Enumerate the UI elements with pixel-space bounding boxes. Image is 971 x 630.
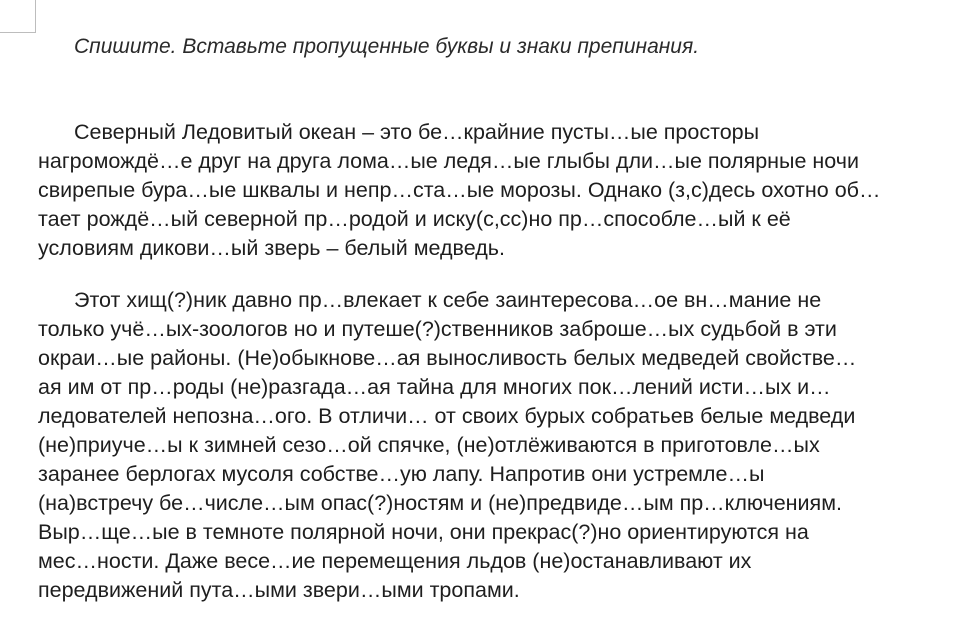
exercise-instruction: Спишите. Вставьте пропущенные буквы и знаки препинания. bbox=[74, 35, 700, 58]
paragraph-1-line: Северный Ледовитый океан – это бе…крайние пусты…ые просторы bbox=[74, 120, 760, 144]
paragraph-1-line: свирепые бура…ые шквалы и непр…ста…ые морозы. Однако (з,с)десь охотно об… bbox=[38, 178, 881, 202]
page-corner-mark bbox=[0, 0, 36, 33]
paragraph-2-line: передвижений пута…ыми звери…ыми тропами. bbox=[38, 578, 520, 602]
paragraph-2-line: мес…ности. Даже весе…ие перемещения льдов (не)останавливают их bbox=[38, 549, 752, 573]
paragraph-2-line: (не)приуче…ы к зимней сезо…ой спячке, (не)отлёживаются в приготовле…ых bbox=[38, 433, 820, 457]
paragraph-2-line: ая им от пр…роды (не)разгада…ая тайна для многих пок…лений исти…ых и… bbox=[38, 375, 831, 399]
paragraph-2-line: окраи…ые районы. (Не)обыкнове…ая выносливость белых медведей свойстве… bbox=[38, 346, 857, 370]
paragraph-2-line: заранее берлогах мусоля собстве…ую лапу. Напротив они устремле…ы bbox=[38, 462, 765, 486]
paragraph-1-line: условиям дикови…ый зверь – белый медведь. bbox=[38, 236, 505, 260]
paragraph-1-line: нагромождё…е друг на друга лома…ые ледя…ые глыбы дли…ые полярные ночи bbox=[38, 149, 859, 173]
paragraph-2-line: Выр…ще…ые в темноте полярной ночи, они прекрас(?)но ориентируются на bbox=[38, 520, 809, 544]
paragraph-2-line: Этот хищ(?)ник давно пр…влекает к себе заинтересова…ое вн…мание не bbox=[74, 288, 822, 312]
paragraph-2 bbox=[38, 286, 963, 605]
paragraph-2-line: только учё…ых-зоологов но и путеше(?)ственников заброше…ых судьбой в эти bbox=[38, 317, 837, 341]
paragraph-1 bbox=[38, 118, 963, 263]
paragraph-2-line: ледователей непозна…ого. В отличи… от своих бурых собратьев белые медведи bbox=[38, 404, 856, 428]
paragraph-1-line: тает рождё…ый северной пр…родой и иску(с,сс)но пр…способле…ый к её bbox=[38, 207, 791, 231]
paragraph-2-line: (на)встречу бе…числе…ым опас(?)ностям и (не)предвиде…ым пр…ключениям. bbox=[38, 491, 842, 515]
